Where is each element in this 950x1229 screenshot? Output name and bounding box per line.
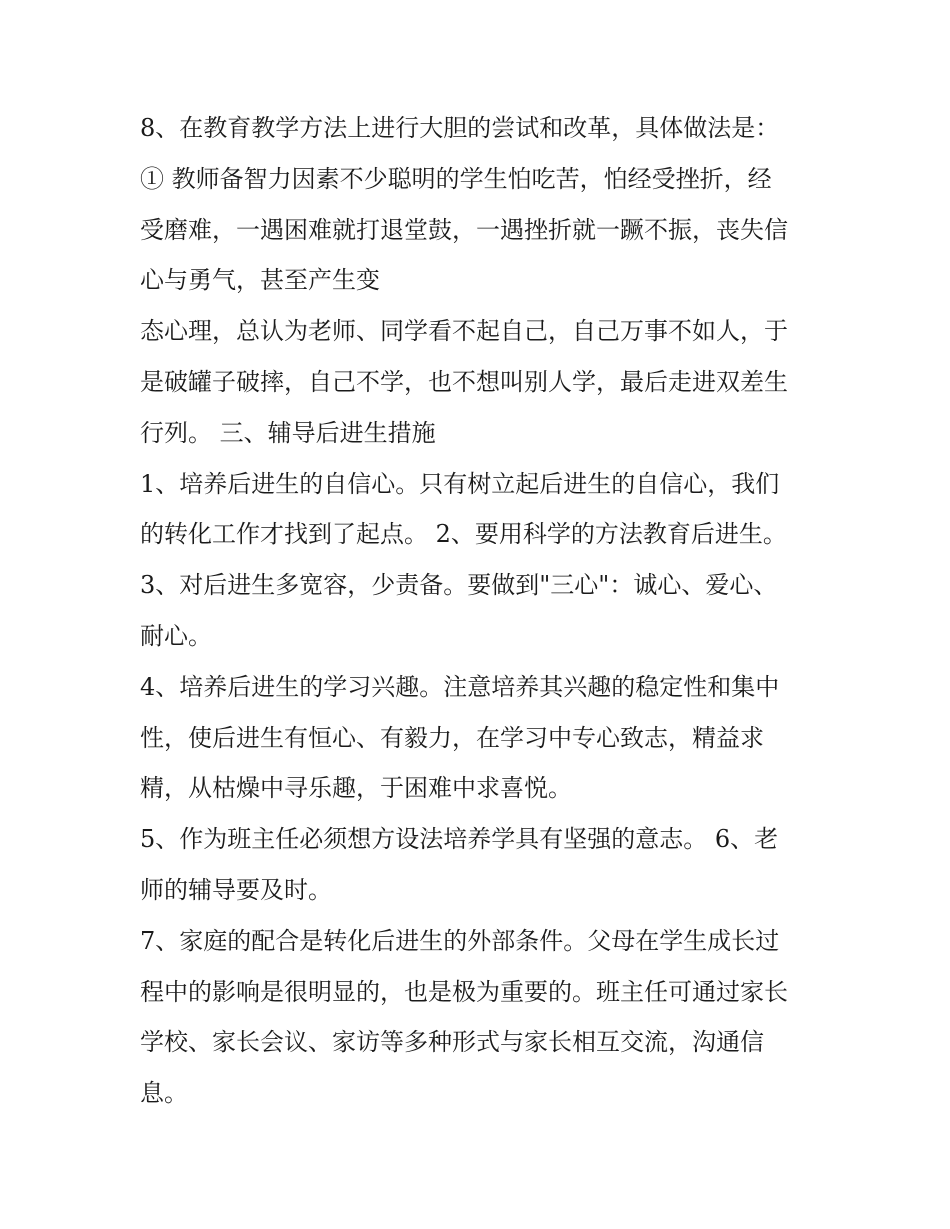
- text-line: ① 教师备智力因素不少聪明的学生怕吃苦，怕经受挫折，经: [140, 164, 772, 193]
- text-line: 8、在教育教学方法上进行大胆的尝试和改革，具体做法是：: [140, 114, 780, 142]
- text-line: 1、培养后进生的自信心。只有树立起后进生的自信心，我们: [140, 469, 780, 498]
- text-line: 性，使后进生有恒心、有毅力，在学习中专心致志，精益求: [140, 723, 764, 752]
- text-line: 耐心。: [140, 621, 212, 650]
- text-line: 5、作为班主任必须想方设法培养学具有坚强的意志。 6、老: [140, 825, 779, 854]
- text-line: 精，从枯燥中寻乐趣，于困难中求喜悦。: [140, 774, 572, 803]
- text-line: 受磨难，一遇困难就打退堂鼓，一遇挫折就一蹶不振，丧失信: [140, 215, 788, 244]
- text-line: 心与勇气，甚至产生变: [140, 266, 380, 295]
- text-line: 的转化工作才找到了起点。 2、要用科学的方法教育后进生。: [140, 520, 787, 549]
- text-line: 学校、家长会议、家访等多种形式与家长相互交流，沟通信: [140, 1028, 764, 1057]
- text-line: 态心理，总认为老师、同学看不起自己，自己万事不如人，于: [140, 317, 788, 346]
- document-body: [140, 103, 820, 1119]
- text-line: 4、培养后进生的学习兴趣。注意培养其兴趣的稳定性和集中: [140, 672, 780, 701]
- text-line: 7、家庭的配合是转化后进生的外部条件。父母在学生成长过: [140, 926, 780, 955]
- text-line: 程中的影响是很明显的，也是极为重要的。班主任可通过家长: [140, 977, 788, 1006]
- text-line: 行列。 三、辅导后进生措施: [140, 418, 436, 447]
- text-line: 师的辅导要及时。: [140, 875, 332, 904]
- text-line: 3、对后进生多宽容，少责备。要做到"三心"：诚心、爱心、: [140, 571, 778, 600]
- text-line: 是破罐子破摔，自己不学，也不想叫别人学，最后走进双差生: [140, 367, 788, 396]
- text-line: 息。: [140, 1079, 188, 1108]
